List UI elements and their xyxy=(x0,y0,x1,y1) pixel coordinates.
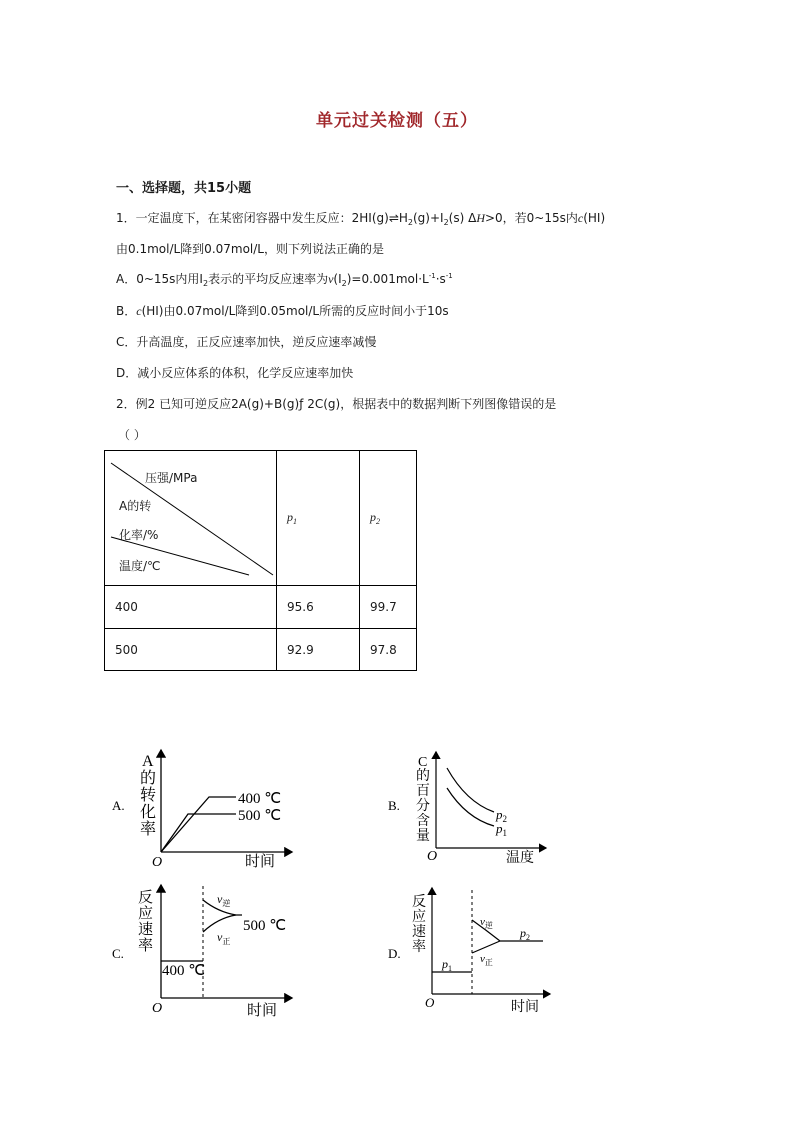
figure-c-origin: O xyxy=(152,1001,163,1016)
figure-a-ylabel xyxy=(140,753,156,838)
svg-text:的: 的 xyxy=(140,770,157,787)
figure-a-label: A. xyxy=(112,798,125,813)
header-p2: $p_2$ xyxy=(360,451,417,586)
figure-d-v-forward xyxy=(472,941,500,953)
figure-a-curve2-label: 500 ℃ xyxy=(238,808,282,824)
figure-a-curve-500 xyxy=(161,814,236,852)
figure-d-v2-label: $v_正$ xyxy=(480,953,493,967)
svg-text:A: A xyxy=(142,753,154,770)
figure-c-v-reverse xyxy=(203,900,242,915)
header-conversion-1: A的转 xyxy=(119,499,152,513)
figure-d-v1-label: $v_逆$ xyxy=(480,916,493,930)
svg-text:的: 的 xyxy=(416,769,430,784)
row-temp: 500 xyxy=(105,629,277,671)
svg-text:分: 分 xyxy=(416,799,430,814)
svg-text:含: 含 xyxy=(416,814,430,829)
row-value-p2: 99.7 xyxy=(360,586,417,629)
q1-stem-line2: 由0.1mol/L降到0.07mol/L，则下列说法正确的是 xyxy=(116,242,384,256)
figure-a-curve1-label: 400 ℃ xyxy=(238,791,282,807)
figure-a-origin: O xyxy=(152,855,163,870)
figure-d-xlabel: 时间 xyxy=(511,1000,539,1015)
figure-d-ylabel xyxy=(412,894,426,955)
figure-d xyxy=(388,888,550,1015)
q2-stem: 2．例2 已知可逆反应2A(g)+B(g)ƒ 2C(g)，根据表中的数据判断下列图像错误的是 xyxy=(116,397,557,411)
figure-c-v2-label: $v_正$ xyxy=(217,930,231,946)
svg-text:化: 化 xyxy=(140,804,157,821)
figure-b-label: B. xyxy=(388,798,400,813)
svg-text:速: 速 xyxy=(138,922,154,938)
row-temp: 400 xyxy=(105,586,277,629)
header-p1: $p_1$ xyxy=(277,451,360,586)
figure-c-v-forward xyxy=(203,915,236,932)
row-value-p1: 92.9 xyxy=(277,629,360,671)
svg-text:应: 应 xyxy=(412,910,426,925)
row-value-p1: 95.6 xyxy=(277,586,360,629)
figure-b-p1-label: $p_1$ xyxy=(496,821,507,838)
figure-b-curve-p1 xyxy=(447,788,494,826)
figure-b-ylabel xyxy=(416,755,430,844)
table-row xyxy=(105,586,417,629)
q1-stem: 1．一定温度下，在某密闭容器中发生反应：$2HI(g)\rightleftharpoons H_2(g)+I_2(s)$ ΔH>0，若0~15s内c(HI) xyxy=(116,211,606,227)
figure-a-xlabel: 时间 xyxy=(245,854,276,870)
figure-c-ylabel xyxy=(138,889,153,954)
figure-c-label: C. xyxy=(112,946,124,961)
header-pressure: 压强/MPa xyxy=(145,471,198,485)
table-diagonal-header xyxy=(105,451,277,586)
figure-c-xlabel: 时间 xyxy=(247,1003,278,1019)
q1-option-c: C．升高温度，正反应速率加快，逆反应速率减慢 xyxy=(116,335,377,349)
figure-d-v-reverse xyxy=(472,920,543,941)
section-heading: 一、选择题，共15小题 xyxy=(116,181,252,196)
figure-a xyxy=(112,750,292,870)
figure-d-after-label: $p_2$ xyxy=(520,926,530,942)
figure-d-origin: O xyxy=(425,995,435,1010)
svg-text:反: 反 xyxy=(412,895,426,910)
svg-text:百: 百 xyxy=(416,784,430,799)
svg-text:率: 率 xyxy=(140,821,157,838)
svg-text:C: C xyxy=(418,755,428,770)
figure-c xyxy=(112,885,292,1019)
figure-b-curve-p2 xyxy=(447,768,494,812)
header-temperature: 温度/℃ xyxy=(119,559,161,573)
svg-text:率: 率 xyxy=(138,938,154,954)
figure-c-before-label: 400 ℃ xyxy=(162,963,206,979)
figure-b-xlabel: 温度 xyxy=(506,851,534,866)
q2-answer-paren: （ ） xyxy=(118,428,146,442)
page-title: 单元过关检测（五） xyxy=(316,111,478,131)
svg-text:量: 量 xyxy=(416,829,430,844)
figure-d-label: D. xyxy=(388,946,401,961)
row-value-p2: 97.8 xyxy=(360,629,417,671)
svg-text:率: 率 xyxy=(412,940,426,955)
svg-text:反: 反 xyxy=(138,890,154,906)
svg-text:应: 应 xyxy=(138,906,154,922)
figure-b xyxy=(388,752,546,866)
figure-a-curve-400 xyxy=(161,797,236,852)
figure-c-v1-label: $v_逆$ xyxy=(217,892,231,908)
q1-option-a: A．0~15s内用$I_2$表示的平均反应速率为$v(I_2)=0.001mol\cdot L^{-1}\cdot s^{-1}$ xyxy=(116,272,453,288)
table-row xyxy=(105,629,417,671)
figure-d-before-label: $p_1$ xyxy=(442,957,452,973)
q1-option-d: D．减小反应体系的体积，化学反应速率加快 xyxy=(116,366,354,380)
svg-text:转: 转 xyxy=(140,787,157,804)
figure-b-origin: O xyxy=(427,849,438,864)
figure-b-p2-label: $p_2$ xyxy=(496,807,507,824)
header-conversion-2: 化率/% xyxy=(119,528,159,542)
data-table xyxy=(104,450,417,671)
figure-c-after-label: 500 ℃ xyxy=(243,918,287,934)
q1-option-b: B．c(HI)由0.07mol/L降到0.05mol/L所需的反应时间小于10s xyxy=(116,304,449,318)
svg-text:速: 速 xyxy=(412,925,426,940)
